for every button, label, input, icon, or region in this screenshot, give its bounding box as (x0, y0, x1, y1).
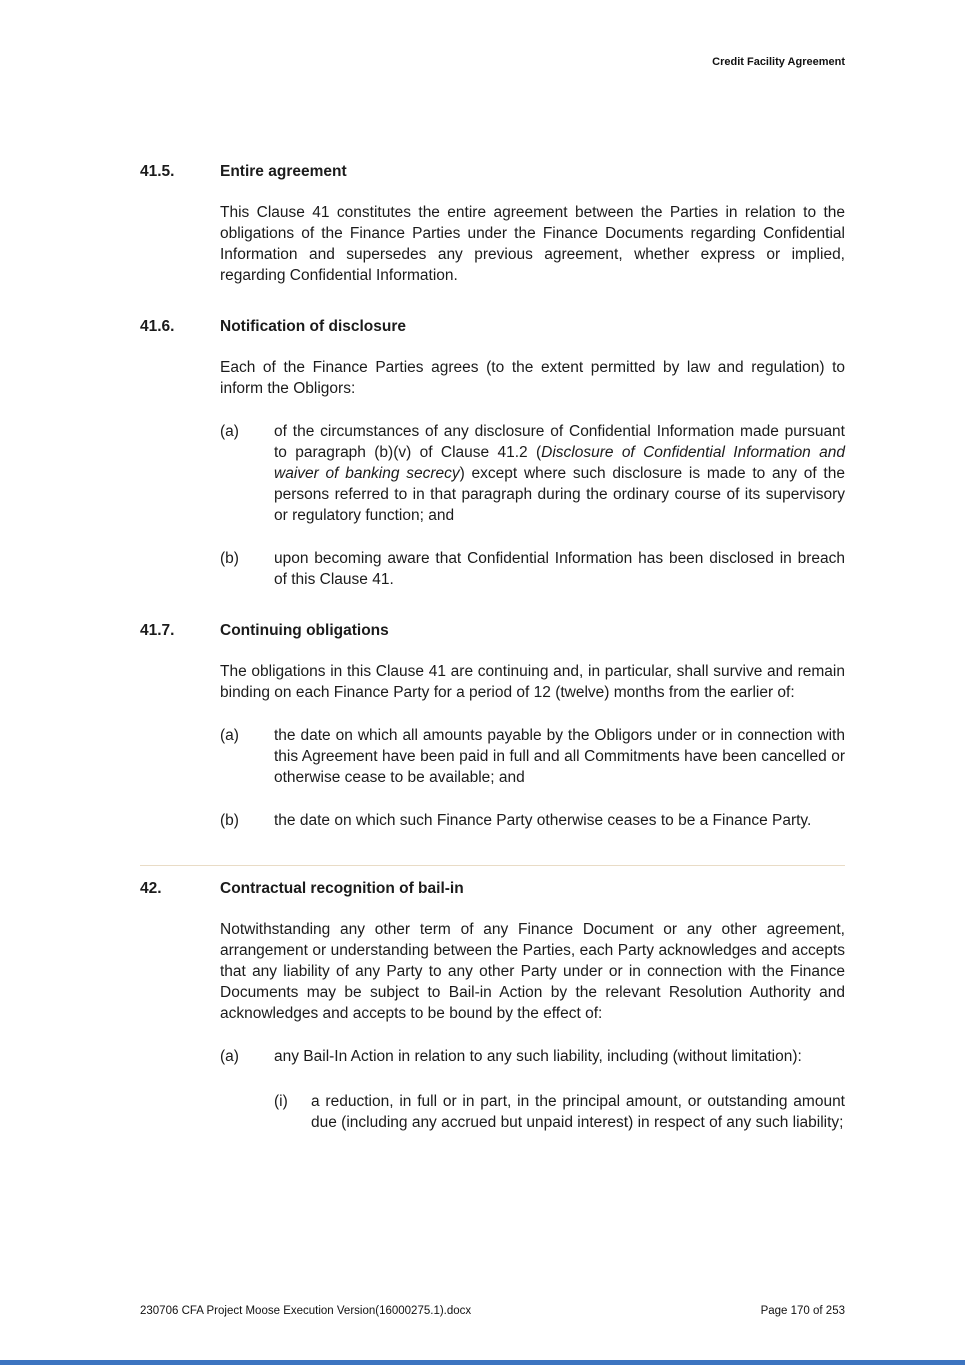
section-41-6-heading-row (140, 316, 845, 337)
item-label: (a) (220, 1048, 239, 1065)
italic-clause-reference: Disclosure of Confidential Information and waiver of banking secrecy (274, 444, 846, 482)
item-label: (b) (220, 550, 239, 567)
item-text (274, 421, 845, 526)
text-segment: ) except where such disclosure is made to any of the persons referred to in that paragraph during the ordinary course of its supervisory or regulatory function; and (274, 465, 845, 524)
clause-item-a (220, 421, 845, 526)
section-42-body (220, 919, 845, 1133)
clause-item-a-i (274, 1091, 845, 1133)
item-text: the date on which such Finance Party otherwise ceases to be a Finance Party. (274, 812, 812, 829)
clause-item-a (220, 1046, 845, 1133)
paragraph: The obligations in this Clause 41 are continuing and, in particular, shall survive and remain binding on each Finance Party for a period of 12 (twelve) months from the earlier of: (220, 663, 845, 701)
document-content (140, 161, 845, 1163)
item-label: (i) (274, 1093, 288, 1110)
section-41-7-body (220, 661, 845, 831)
section-41-7 (140, 620, 845, 831)
section-number: 41.5. (140, 163, 175, 180)
section-41-5-heading-row (140, 161, 845, 182)
section-divider (140, 865, 845, 866)
header-title: Credit Facility Agreement (712, 56, 845, 68)
text-segment: any Bail-In Action in relation to any such liability, including (without limitation): (274, 1048, 802, 1065)
clause-item-a (220, 725, 845, 788)
item-label: (b) (220, 812, 239, 829)
item-text: upon becoming aware that Confidential Information has been disclosed in breach of this Clause 41. (274, 550, 845, 588)
item-text: the date on which all amounts payable by the Obligors under or in connection with this Agreement have been paid in full and all Commitments have been cancelled or otherwise cease to be available; and (274, 727, 845, 786)
section-41-6-body (220, 357, 845, 590)
section-heading: Continuing obligations (220, 622, 389, 639)
footer-filename: 230706 CFA Project Moose Execution Version(16000275.1).docx (140, 1305, 472, 1317)
section-heading: Entire agreement (220, 163, 347, 180)
clause-item-b (220, 810, 845, 831)
footer-page-number: Page 170 of 253 (760, 1305, 845, 1317)
section-heading: Contractual recognition of bail-in (220, 880, 464, 897)
section-41-5-body (220, 202, 845, 286)
section-41-5 (140, 161, 845, 286)
page-footer (140, 1305, 845, 1317)
section-41-6 (140, 316, 845, 590)
section-heading: Notification of disclosure (220, 318, 407, 335)
section-42 (140, 878, 845, 1133)
section-number: 42. (140, 880, 162, 897)
item-label: (a) (220, 727, 239, 744)
bottom-edge-bar (0, 1360, 965, 1365)
paragraph: This Clause 41 constitutes the entire agreement between the Parties in relation to the obligations of the Finance Parties under the Finance Documents regarding Confidential Information and supersedes any previous agreement, whether express or implied, regarding Confidential Information. (220, 204, 845, 284)
section-42-heading-row (140, 878, 845, 899)
item-label: (a) (220, 423, 239, 440)
paragraph: Each of the Finance Parties agrees (to the extent permitted by law and regulation) to inform the Obligors: (220, 359, 845, 397)
page-header (712, 56, 845, 68)
text-segment: of the circumstances of any disclosure of Confidential Information made pursuant to paragraph (b)(v) of Clause 41.2 ( (274, 423, 845, 461)
section-41-7-heading-row (140, 620, 845, 641)
item-text (274, 1046, 845, 1133)
paragraph: Notwithstanding any other term of any Finance Document or any other agreement, arrangement or understanding between the Parties, each Party acknowledges and accepts that any liability of any Party to any other Party under or in connection with the Finance Documents may be subject to Bail-in Action by the relevant Resolution Authority and acknowledges and accepts to be bound by the effect of: (220, 921, 845, 1022)
section-number: 41.7. (140, 622, 175, 639)
clause-item-b (220, 548, 845, 590)
item-text: a reduction, in full or in part, in the principal amount, or outstanding amount due (including any accrued but unpaid interest) in respect of any such liability; (311, 1093, 845, 1131)
section-number: 41.6. (140, 318, 175, 335)
